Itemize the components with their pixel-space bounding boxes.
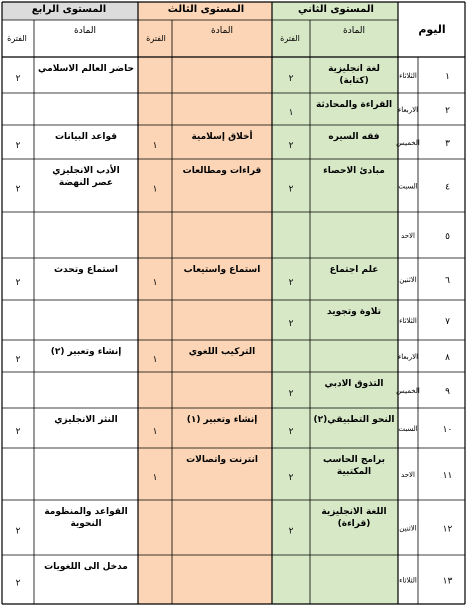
row-number: ٩ [445, 387, 450, 397]
subject-l2: المكتبية [336, 467, 372, 477]
header-level3: المستوى الثالث [167, 4, 245, 15]
row-day: السبت [398, 425, 418, 433]
subject-l2: القراءة والمحادثة [315, 100, 393, 110]
subject-l3: استماع واستيعاب [183, 265, 261, 275]
row-day: الاربعاء [397, 106, 419, 114]
subhead-subject-l3: المادة [211, 26, 233, 36]
row-number: ٦ [445, 276, 450, 286]
subhead-period-l3: الفترة [146, 34, 166, 43]
row-number: ١٢ [442, 524, 453, 535]
subject-l4: النثر الانجليزي [54, 415, 118, 425]
subject-l2: النحو التطبيقي(٢) [313, 415, 395, 425]
subject-l2: فقه السيره [328, 132, 380, 142]
period-l2: ٢ [288, 389, 294, 399]
subject-l4: الأدب الانجليزي [52, 166, 120, 176]
subject-l4: النحوية [70, 519, 102, 529]
row-number: ١٠ [442, 425, 453, 435]
row-day: الاثنين [399, 524, 417, 533]
subject-l2: التذوق الادبي [324, 379, 384, 389]
row-number: ٤ [445, 182, 450, 193]
subject-l4: إنشاء وتعبير (٢) [50, 347, 122, 357]
period-l2: ٢ [288, 74, 294, 84]
row-day: السبت [398, 182, 418, 191]
level3-column-fill [138, 2, 272, 604]
row-day: الخميس [396, 387, 420, 395]
subject-l4: مدخل الى اللغويات [44, 562, 128, 572]
period-l2: ١ [288, 108, 294, 118]
subject-l3: إنشاء وتعبير (١) [186, 415, 258, 425]
row-number: ٥ [445, 232, 450, 242]
period-l3: ١ [152, 184, 158, 195]
row-day: الثلاثاء [399, 72, 417, 80]
period-l3: ١ [152, 355, 158, 365]
period-l4: ٢ [15, 184, 21, 195]
subject-l2: مبادئ الاحصاء [323, 166, 385, 176]
period-l4: ٢ [15, 578, 21, 589]
period-l3: ١ [152, 427, 158, 437]
subject-l4: قواعد البيانات [54, 132, 118, 142]
period-l4: ٢ [15, 355, 21, 365]
subject-l3: أخلاق إسلامية [191, 132, 253, 142]
period-l2: ٢ [288, 278, 294, 288]
subhead-period-l4: الفترة [7, 34, 27, 43]
subject-l3: التركيب اللغوي [188, 347, 256, 357]
row-day: الاحد [401, 232, 415, 240]
subject-l4: استماع وتحدث [53, 265, 119, 275]
subject-l2: (قراءة) [337, 519, 371, 529]
row-number: ٨ [445, 353, 450, 363]
subject-l2: اللغة الانجليزية [321, 507, 387, 517]
subhead-period-l2: الفترة [280, 34, 300, 43]
period-l4: ٢ [15, 141, 21, 151]
period-l2: ٢ [288, 427, 294, 437]
header-day: اليوم [418, 23, 446, 36]
subject-l2: لغة انجليزية [328, 64, 380, 74]
row-day: الخميس [396, 139, 420, 147]
row-day: الاربعاء [397, 353, 419, 361]
row-number: ٣ [445, 139, 450, 149]
subject-l2: برامج الحاسب [323, 455, 385, 465]
period-l3: ١ [152, 141, 158, 151]
subject-l4: عصر النهضة [58, 178, 114, 188]
subhead-subject-l2: المادة [343, 26, 365, 36]
subject-l4: القواعد والمنظومة [44, 507, 128, 517]
row-number: ١ [445, 72, 450, 82]
subject-l2: تلاوة وتجويد [327, 307, 381, 317]
subject-l3: قراءات ومطالعات [182, 166, 262, 176]
period-l2: ٢ [288, 319, 294, 329]
header-level2: المستوى الثاني [298, 4, 374, 15]
header-level4: المستوى الرابع [31, 4, 107, 15]
subject-l2: علم اجتماع [329, 265, 379, 275]
row-number: ٢ [445, 106, 450, 116]
table-row [401, 232, 450, 242]
period-l2: ٢ [288, 141, 294, 151]
subject-l2: (كتابة) [339, 76, 369, 86]
row-day: الاثنين [399, 276, 417, 284]
period-l4: ٢ [15, 526, 21, 537]
period-l3: ١ [152, 278, 158, 288]
row-number: ١٣ [442, 576, 453, 587]
period-l2: ٢ [288, 526, 294, 537]
row-day: الثلاثاء [399, 317, 417, 325]
period-l2: ٢ [288, 184, 294, 195]
subject-l4: حاضر العالم الاسلامي [38, 64, 134, 74]
row-day: الاحد [401, 471, 415, 479]
period-l4: ٢ [15, 278, 21, 288]
subject-l3: انترنت واتصالات [186, 455, 258, 465]
period-l4: ٢ [15, 427, 21, 437]
row-number: ٧ [445, 317, 450, 327]
period-l3: ١ [152, 473, 158, 483]
period-l2: ٢ [288, 473, 294, 483]
subhead-subject-l4: المادة [74, 26, 96, 36]
row-day: الثلاثاء [399, 576, 417, 585]
period-l4: ٢ [15, 74, 21, 84]
row-number: ١١ [442, 471, 453, 481]
